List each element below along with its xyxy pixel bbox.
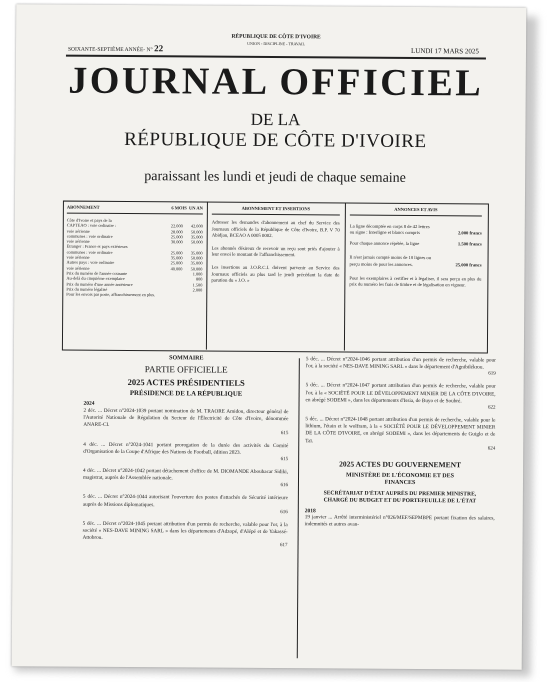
entry-date: 2 déc. ... <box>83 407 102 414</box>
abonnement-row <box>66 292 202 298</box>
entry-page: 615 <box>280 430 289 436</box>
subtitle: paraissant les lundi et jeudi de chaque semaine <box>144 169 406 186</box>
entry-text: Décret n°2024-1046 portant attribution d'un permis de recherche, valable pour l'or, à la société « NES-DAVE MINING SARL » dans le département d'Agnibilékrou. <box>305 356 496 371</box>
annonces-p1: La ligne décomptée en corps 8 de 42 lettres ou signe : Interligne et blancs compris <box>349 223 430 236</box>
abonnement-row-6mois: 35.000 <box>170 255 183 261</box>
issue-number: 22 <box>154 43 164 54</box>
entry-text: Décret n°2024-1044 autorisant l'ouverture des postes d'attachés de Sécurité intérieure auprès de Missions diplomatiques. <box>82 494 288 508</box>
abonnement-row-unan: 50.000 <box>190 239 203 245</box>
entry-text: Décret n°2024-1048 portant attribution d'un permis de recherche, valable pour le lithium, l'étain et le wolfram, à la « SOCIÉTÉ POUR LE DÉVELOPPEMENT MINIER DE LA CÔTE D'IVOIRE, en abrégé SODEMI », dans les départements de Guiglo et de Taï. <box>305 416 496 444</box>
abonnement-row-unan: 50.000 <box>190 229 203 235</box>
entry-text: Décret n°2024-1042 portant détachement d'office de M. DIOMANDE Aboubacar Sidiki, magistrat, auprès de l'Assemblée nationale. <box>82 467 289 482</box>
sommaire-entry <box>83 521 288 550</box>
entry-date: 4 déc. ... <box>83 467 101 474</box>
left-entries <box>83 408 289 550</box>
abonnement-row-label: CAPTEAO : voie ordinaire : <box>66 222 117 229</box>
annonces-section <box>349 207 482 290</box>
sommaire-entry <box>305 416 495 452</box>
entry-date: 4 déc. ... <box>83 441 106 448</box>
journal-page <box>12 4 527 670</box>
republic-big: RÉPUBLIQUE DE CÔTE D'IVOIRE <box>124 128 427 153</box>
abonnement-row-unan: 50.000 <box>190 255 203 261</box>
sommaire-entry <box>83 408 288 437</box>
abonnement-row-unan: 35.000 <box>190 234 203 240</box>
entry-text: Décret n°2024-1045 portant attribution d'un permis de recherche, valable pour l'or, à la société « NES-DAVE MINING SARL » dans les départements d'Adzopé, d'Alépé et de Yakassé-Attobrou. <box>82 520 288 542</box>
insertions-section <box>211 206 340 287</box>
right-entries <box>305 356 496 452</box>
annonces-p2: Pour chaque annonce répétée, la ligne <box>349 240 420 246</box>
year-label: SOIXANTE-SEPTIÈME ANNÉE- N° <box>67 46 153 54</box>
insertions-title: ABONNEMENT ET INSERTIONS <box>241 205 311 212</box>
annonces-p3-price: 25.000 francs <box>455 261 482 268</box>
annonces-p1-price: 2.000 francs <box>457 230 482 236</box>
abonnement-row-label: Côte d'Ivoire et pays de la <box>66 217 112 223</box>
republic-small: RÉPUBLIQUE DE CÔTE D'IVOIRE <box>231 33 321 41</box>
partie-officielle: PARTIE OFFICIELLE <box>144 364 228 375</box>
last-entry-date: 19 janvier ... <box>304 514 333 521</box>
sommaire-entry <box>305 383 495 412</box>
abonnement-row-unan: 2.000 <box>192 287 203 293</box>
entry-page: 616 <box>280 509 288 515</box>
sommaire-right <box>305 356 496 530</box>
year-line <box>68 43 163 54</box>
sommaire-entry <box>306 356 496 378</box>
abonnement-row-label: communes : voie ordinaire <box>66 233 113 239</box>
annonces-p2-price: 1.500 francs <box>457 241 482 247</box>
entry-date: 5 déc. ... <box>82 520 102 527</box>
annonces-p4: Pour les exemplaires à certifier et à légaliser, il sera perçu en plus du prix du numéro les frais de timbre et de légalisation en vigueur. <box>349 275 482 288</box>
abonnement-row-label: Étranger : France et pays extérieurs <box>66 244 128 250</box>
abonnement-row-6mois: 22.000 <box>170 223 183 229</box>
presidence: PRÉSIDENCE DE LA RÉPUBLIQUE <box>129 390 243 398</box>
abonnement-row-label: Prix du numéro de l'année courante <box>66 270 128 276</box>
abonnement-row-6mois: 25.000 <box>170 250 183 256</box>
abonnement-row-unan: 50.000 <box>190 266 203 272</box>
de-la: DE LA <box>250 109 301 130</box>
entry-page: 615 <box>280 457 289 463</box>
abonnement-row-unan: 42.000 <box>190 223 203 229</box>
issue-date: LUNDI 17 MARS 2025 <box>410 46 479 56</box>
last-entry <box>305 514 495 530</box>
entry-date: 5 déc. ... <box>305 382 325 389</box>
abonnement-row-unan: 1.500 <box>192 282 203 288</box>
abonnement-row-unan: 35.000 <box>190 250 203 256</box>
sommaire-entry <box>83 441 288 463</box>
sommaire-title: SOMMAIRE <box>169 355 204 362</box>
entry-page: 622 <box>487 405 496 411</box>
abonnement-row-label: voie aérienne <box>66 265 90 271</box>
abonnement-row-label: voie aérienne <box>66 238 90 244</box>
insertions-p1: Adresser les demandes d'abonnement au chef du Service des Journaux officiels de la République de Côte d'Ivoire, B.P. V 70 Abidjan, BCEAO A 0005 0002. <box>211 220 340 240</box>
abonnement-row-label: voie aérienne <box>66 228 90 234</box>
abonnement-row-label: voie aérienne <box>66 254 90 260</box>
entry-text: Décret n°2024-1047 portant attribution d'un permis de recherche, valable pour l'or, à la « SOCIÉTÉ POUR LE DÉVELOPPEMENT MINIER DE LA CÔTE D'IVOIRE, en abrégé SODEMI », dans les départements d'Issia, de Buyo et de Soubré. <box>305 382 496 405</box>
abonnement-row-unan: 1.000 <box>192 271 203 277</box>
abonnement-row-label: Au-delà du cinquième exemplaire <box>66 275 125 282</box>
year-2018: 2018 <box>304 508 316 515</box>
insertions-p2: Les abonnés désireux de recevoir un reçu sont priés d'ajouter à leur envoi le montant de l'affranchissement. <box>211 246 340 259</box>
motto: UNION - DISCIPLINE - TRAVAIL <box>247 40 305 47</box>
entry-text: Décret n°2024-1041 portant prorogation de la durée des activités du Comité d'Organisation de la Coupe d'Afrique des Nations de Football, édition 2023. <box>83 441 289 456</box>
actes-presidentiels: 2025 ACTES PRÉSIDENTIELS <box>127 377 245 388</box>
annonces-p3: Il n'est jamais compté moins de 10 lignes ou perçu moins de pour les annonces. <box>349 254 432 267</box>
abonnement-row-6mois: 28.000 <box>170 228 183 234</box>
abonnement-row-unan: 35.000 <box>190 260 203 266</box>
entry-page: 617 <box>280 543 288 549</box>
abonnement-title: ABONNEMENT <box>66 204 100 210</box>
entry-page: 624 <box>487 446 496 452</box>
col-unan: UN AN <box>188 205 203 211</box>
abonnement-row-6mois: 25.000 <box>170 234 183 240</box>
entry-text: Décret n°2024-1039 portant nomination de M. TRAORE Amidou, directeur général de l'Autorité Nationale de Régulation du Secteur de l'Électricité de Côte d'Ivoire, dénommée ANARE-CI. <box>83 407 289 429</box>
entry-date: 5 déc. ... <box>82 494 102 501</box>
sommaire-entry <box>83 494 288 516</box>
entry-page: 619 <box>488 371 496 377</box>
sommaire-entry <box>83 468 288 490</box>
abonnement-row-label: Autres pays : voie ordinaire <box>66 259 115 266</box>
abonnement-row-label: Pour les envois par poste, affranchissement en plus. <box>66 291 156 298</box>
year-2024: 2024 <box>83 400 95 407</box>
last-entry-text: Arrêté interministériel n°026/MEF/SEPMBPE portant fixation des salaires, indemnités et autres avan- <box>304 514 495 528</box>
entry-date: 5 déc. ... <box>305 356 325 363</box>
abonnement-row-6mois: 25.000 <box>170 260 183 266</box>
insertions-p3: Les insertions au J.O.R.C.I. doivent parvenir au Service des Journaux officiels au plus tard le jeudi précédant la date de parution du « J.O. » <box>211 265 340 285</box>
col-6mois: 6 MOIS <box>171 205 187 211</box>
sommaire-left <box>82 355 288 556</box>
abonnement-section <box>66 205 203 298</box>
abonnement-row-6mois: 40.000 <box>170 265 183 272</box>
abonnement-row-label: Prix du numéro légalisé <box>66 286 108 292</box>
column-divider <box>297 358 300 658</box>
annonces-title: ANNONCES ET AVIS <box>394 206 438 213</box>
actes-gouvernement: 2025 ACTES DU GOUVERNEMENT <box>339 459 462 470</box>
journal-title: JOURNAL OFFICIEL <box>68 59 484 105</box>
entry-page: 616 <box>280 483 288 489</box>
abonnement-rows <box>66 218 203 298</box>
abonnement-row-6mois: 30.000 <box>170 239 183 245</box>
abonnement-row-unan: 800 <box>195 276 203 282</box>
ministere: MINISTÈRE DE L'ÉCONOMIE ET DES FINANCES <box>346 472 455 487</box>
secretariat: SECRÉTARIAT D'ÉTAT AUPRÈS DU PREMIER MINISTRE, CHARGÉ DU BUDGET ET DU PORTEFEUILLE DE L'ÉTAT <box>323 490 477 505</box>
abonnement-row-label: Prix du numéro d'une année antérieure <box>66 281 133 287</box>
abonnement-row-label: communes : voie ordinaire <box>66 249 113 255</box>
entry-date: 5 déc. ... <box>305 416 324 423</box>
